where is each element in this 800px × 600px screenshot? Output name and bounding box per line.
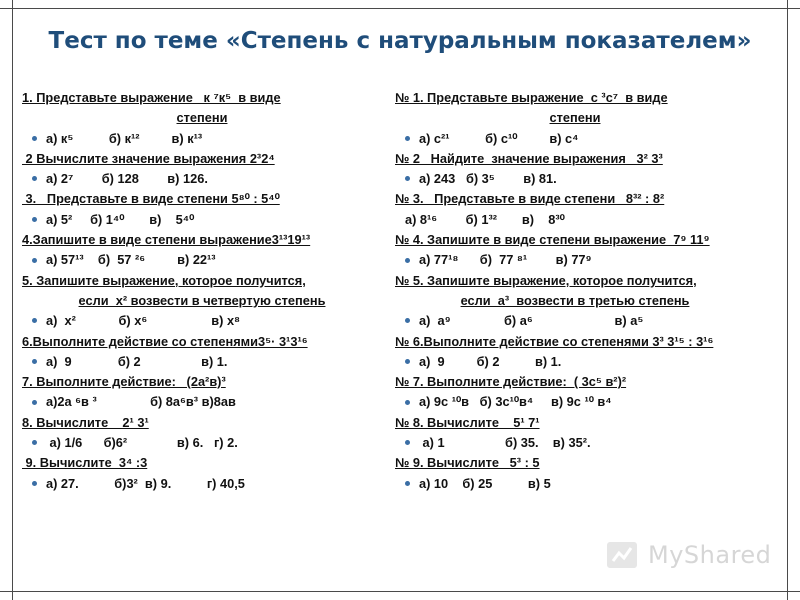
bullet-icon (32, 318, 37, 323)
line-text: № 5. Запишите выражение, которое получится, (395, 272, 697, 288)
question-line (22, 88, 382, 108)
question-line (395, 88, 755, 108)
question-line (22, 271, 382, 291)
answer-options (22, 169, 382, 189)
page-title: Тест по теме «Степень с натуральным показателем» (48, 28, 752, 54)
line-text: № 9. Вычислите 5³ : 5 (395, 455, 540, 471)
bullet-icon (405, 481, 410, 486)
line-text: № 1. Представьте выражение с ³с⁷ в виде (395, 90, 668, 105)
line-text: а) к⁵ б) к¹² в) к¹³ (46, 130, 203, 146)
line-text: 9. Вычислите 3⁴ :3 (22, 455, 148, 471)
answer-options (395, 352, 755, 372)
frame-line-top (0, 8, 800, 9)
question-line (22, 108, 382, 128)
line-text: а) а⁹ б) а⁶ в) а⁵ (419, 313, 644, 329)
question-line (22, 413, 382, 433)
line-text: а) х² б) х⁶ в) х⁸ (46, 313, 241, 329)
answer-options (395, 129, 755, 149)
question-line (395, 332, 755, 352)
answer-options (22, 474, 382, 494)
answer-options (22, 129, 382, 149)
line-text: № 7. Выполните действие: ( 3с⁵ в²)² (395, 374, 627, 390)
answer-options (22, 433, 382, 453)
question-line (22, 453, 382, 473)
line-text: а) 8¹⁶ б) 1³² в) 8³⁰ (405, 211, 565, 227)
line-text: 8. Вычислите 2¹ 3¹ (22, 414, 149, 430)
question-line (22, 149, 382, 169)
line-text: если х² возвести в четвертую степень (78, 292, 326, 308)
frame-line-bottom (0, 591, 800, 592)
bullet-icon (32, 136, 37, 141)
question-line (22, 189, 382, 209)
answer-options (22, 311, 382, 331)
line-text: № 6.Выполните действие со степенями 3³ 3¹⁵ : 3¹⁶ (395, 333, 714, 349)
line-text: а) 57¹³ б) 57 ²⁶ в) 22¹³ (46, 252, 216, 268)
line-text: 5. Запишите выражение, которое получится, (22, 272, 306, 288)
watermark-text: MyShared (648, 541, 772, 569)
bullet-icon (405, 258, 410, 263)
answer-options (22, 392, 382, 412)
question-line (395, 149, 755, 169)
answer-options (395, 210, 755, 230)
line-text: а) 10 б) 25 в) 5 (419, 475, 551, 491)
line-text: а) 243 б) 3⁵ в) 81. (419, 171, 557, 187)
answer-options (395, 474, 755, 494)
watermark-logo-icon (604, 537, 642, 573)
answer-options (22, 210, 382, 230)
line-text: а)2а ⁶в ³ б) 8а⁶в³ в)8ав (46, 394, 236, 410)
line-text: если а³ возвести в третью степень (460, 292, 690, 308)
bullet-icon (32, 217, 37, 222)
watermark (604, 537, 779, 573)
bullet-icon (32, 359, 37, 364)
line-text: а) 9 б) 2 в) 1. (419, 353, 562, 369)
line-text: а) 9 б) 2 в) 1. (46, 353, 228, 369)
answer-options (395, 169, 755, 189)
line-text: а) 1 б) 35. в) 35². (419, 435, 591, 451)
line-text: 7. Выполните действие: (2а²в)³ (22, 374, 226, 390)
line-text: степени (549, 110, 601, 126)
answer-options (395, 433, 755, 453)
line-text: 3. Представьте в виде степени 5⁸⁰ : 5⁴⁰ (22, 191, 280, 207)
answer-options (395, 250, 755, 270)
line-text: № 8. Вычислите 5¹ 7¹ (395, 414, 540, 430)
bullet-icon (405, 400, 410, 405)
frame-line-left (12, 0, 13, 600)
answer-options (395, 392, 755, 412)
bullet-icon (405, 136, 410, 141)
line-text: а) 2⁷ б) 128 в) 126. (46, 171, 208, 187)
question-line (395, 291, 755, 311)
line-text: № 2 Найдите значение выражения 3² 3³ (395, 150, 663, 166)
line-text: а) 5² б) 1⁴⁰ в) 5⁴⁰ (46, 211, 195, 227)
question-line (395, 413, 755, 433)
bullet-icon (405, 359, 410, 364)
question-line (22, 230, 382, 250)
question-line (395, 108, 755, 128)
test-variant-1 (22, 88, 382, 494)
bullet-icon (405, 440, 410, 445)
question-line (395, 372, 755, 392)
line-text: степени (176, 110, 228, 126)
line-text: а) 9с ¹⁰в б) 3с¹⁰в⁴ в) 9с ¹⁰ в⁴ (419, 394, 612, 410)
question-line (395, 271, 755, 291)
line-text: 2 Вычислите значение выражения 2³2⁴ (22, 150, 275, 166)
line-text: 6.Выполните действие со степенями3⁵· 3¹3¹⁶ (22, 333, 308, 349)
line-text: № 4. Запишите в виде степени выражение 7⁹ 11⁹ (395, 232, 710, 248)
line-text: 1. Представьте выражение к ⁷к⁵ в виде (22, 90, 281, 105)
bullet-icon (32, 258, 37, 263)
frame-line-right (787, 0, 788, 600)
bullet-icon (32, 400, 37, 405)
question-line (22, 332, 382, 352)
bullet-icon (405, 318, 410, 323)
line-text: а) 77¹⁸ б) 77 ⁸¹ в) 77⁹ (419, 252, 592, 268)
question-line (395, 230, 755, 250)
bullet-icon (32, 176, 37, 181)
answer-options (22, 250, 382, 270)
line-text: а) 27. б)3² в) 9. г) 40,5 (46, 475, 245, 491)
bullet-icon (405, 176, 410, 181)
test-variant-2 (395, 88, 755, 494)
answer-options (395, 311, 755, 331)
question-line (22, 372, 382, 392)
line-text: № 3. Представьте в виде степени 8³² : 8² (395, 191, 665, 207)
question-line (22, 291, 382, 311)
answer-options (22, 352, 382, 372)
bullet-icon (32, 440, 37, 445)
line-text: а) 1/6 б)6² в) 6. г) 2. (46, 435, 238, 451)
question-line (395, 453, 755, 473)
line-text: а) с²¹ б) с¹⁰ в) с⁴ (419, 130, 579, 146)
line-text: 4.Запишите в виде степени выражение3¹³19¹³ (22, 232, 311, 248)
bullet-icon (32, 481, 37, 486)
question-line (395, 189, 755, 209)
